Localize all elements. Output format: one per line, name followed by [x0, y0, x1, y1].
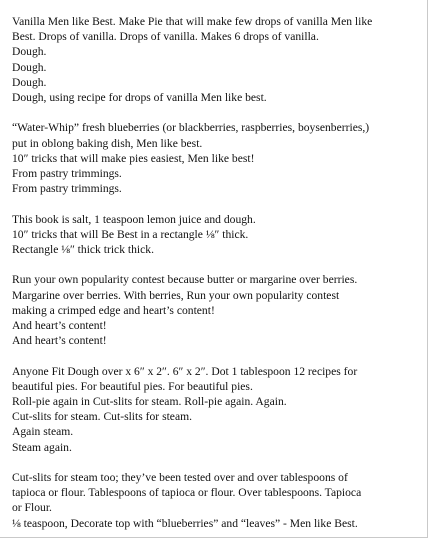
text-line: Rectangle ⅛″ thick trick thick. — [12, 243, 154, 257]
text-line: From pastry trimmings. — [12, 182, 122, 196]
text-line: or Flour. — [12, 501, 52, 515]
text-line: making a crimped edge and heart’s content! — [12, 303, 215, 317]
text-line: Dough. — [12, 45, 47, 59]
text-line: Cut-slits for steam. Cut-slits for steam. — [12, 410, 193, 424]
text-line: From pastry trimmings. — [12, 167, 122, 181]
text-line: And heart’s content! — [12, 334, 107, 348]
text-line: beautiful pies. For beautiful pies. For beautiful pies. — [12, 379, 253, 393]
text-line: “Water-Whip” fresh blueberries (or blackberries, raspberries, boysenberries,) — [12, 121, 370, 135]
paragraph-dough — [12, 364, 418, 455]
text-line: Dough. — [12, 60, 47, 74]
paragraph-popularity — [12, 272, 418, 348]
text-line: tapioca or flour. Tablespoons of tapioca or flour. Over tablespoons. Tapioca — [12, 486, 362, 500]
text-line: Cut-slits for steam too; they’ve been tested over and over tablespoons of — [12, 471, 348, 485]
text-line: ⅛ teaspoon, Decorate top with “blueberries” and “leaves” - Men like Best. — [12, 516, 358, 530]
text-line: Steam again. — [12, 440, 72, 454]
text-line: put in oblong baking dish, Men like best. — [12, 136, 203, 150]
text-line: Vanilla Men like Best. Make Pie that will make few drops of vanilla Men like — [12, 15, 373, 28]
paragraph-vanilla — [12, 14, 418, 105]
text-line: Anyone Fit Dough over x 6″ x 2″. 6″ x 2″. Dot 1 tablespoon 12 recipes for — [12, 364, 358, 378]
paragraph-steam — [12, 470, 418, 531]
text-line: Dough. — [12, 75, 47, 89]
text-line: Dough, using recipe for drops of vanilla Men like best. — [12, 91, 267, 105]
text-line: Again steam. — [12, 425, 74, 439]
paragraph-salt — [12, 212, 418, 258]
text-line: 10″ tricks that will make pies easiest, Men like best! — [12, 151, 255, 165]
document-body — [12, 14, 418, 546]
text-line: This book is salt, 1 teaspoon lemon juice and dough. — [12, 212, 256, 226]
text-line: Roll-pie again in Cut-slits for steam. Roll-pie again. Again. — [12, 395, 287, 409]
text-line: 10″ tricks that will Be Best in a rectangle ⅛″ thick. — [12, 227, 249, 241]
text-line: And heart’s content! — [12, 319, 107, 333]
text-line: Run your own popularity contest because butter or margarine over berries. — [12, 273, 358, 287]
paragraph-water-whip — [12, 120, 418, 196]
text-line: Margarine over berries. With berries, Run your own popularity contest — [12, 288, 340, 302]
text-line: Best. Drops of vanilla. Drops of vanilla. Makes 6 drops of vanilla. — [12, 30, 319, 44]
